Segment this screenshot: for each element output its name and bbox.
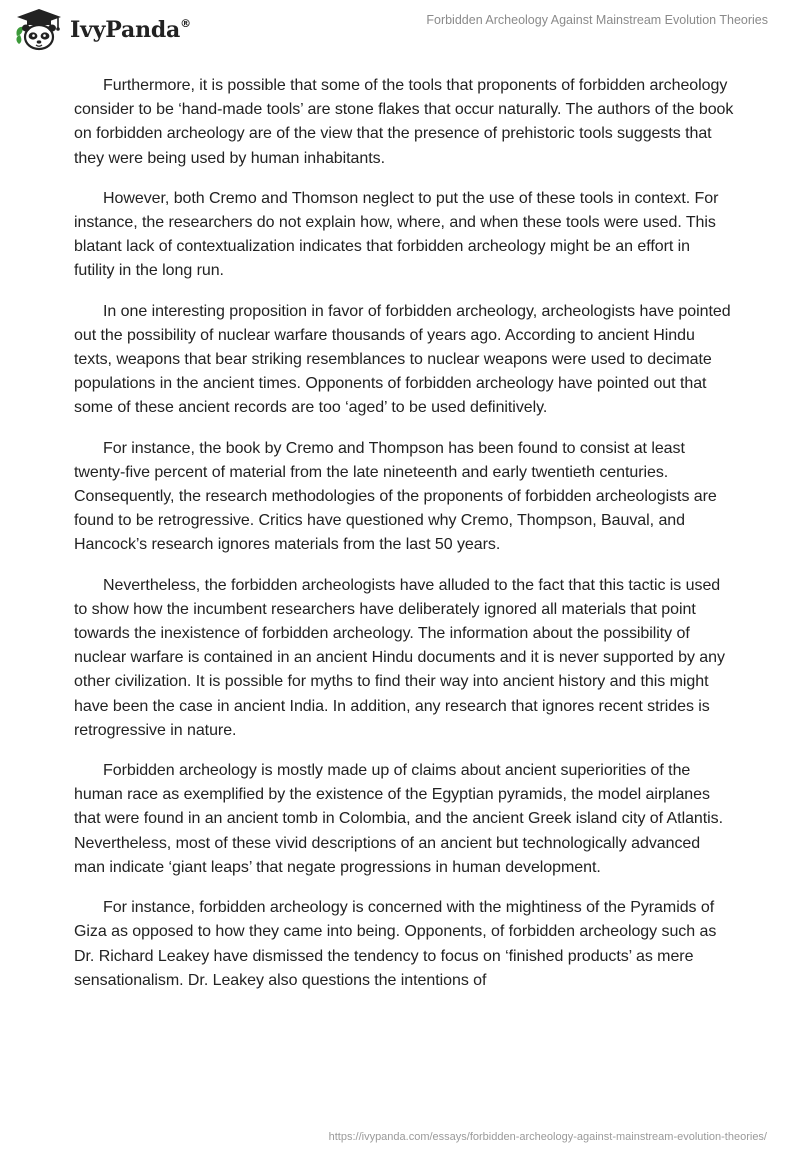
paragraph: Forbidden archeology is mostly made up of claims about ancient superiorities of the human race as exemplified by the existence of the Egyptian pyramids, the model airplanes that were found in an ancient tomb in Colombia, and the ancient Greek island city of Atlantis. Nevertheless, most of these vivid descriptions of an ancient but technologically advanced man indicate ‘giant leaps’ that negate progressions in human development. xyxy=(74,762,724,876)
ivypanda-logo[interactable] xyxy=(14,8,191,52)
paragraph: In one interesting proposition in favor of forbidden archeology, archeologists have pointed out the possibility of nuclear warfare thousands of years ago. According to ancient Hindu texts, weapons that bear striking resemblances to nuclear weapons were used to decimate populations in the ancient times. Opponents of forbidden archeology have pointed out that some of these ancient records are too ‘aged’ to be used definitively. xyxy=(74,302,731,417)
paragraph: Nevertheless, the forbidden archeologists have alluded to the fact that this tactic is used to show how the incumbent researchers have deliberately ignored all materials that point towards the inexistence of forbidden archeology. The information about the possibility of nuclear warfare is contained in an ancient Hindu documents and it is never supported by any other civilization. It is possible for myths to find their way into ancient history and this might have been the case in ancient India. In addition, any research that ignores recent strides is retrogressive in nature. xyxy=(74,576,725,739)
brand-name-text: IvyPanda xyxy=(70,17,181,43)
paragraph: For instance, the book by Cremo and Thompson has been found to consist at least twenty-five percent of material from the late nineteenth and early twentieth centuries. Consequently, the research methodologies of the proponents of forbidden archeologists are found to be retrogressive. Critics have questioned why Cremo, Thompson, Bauval, and Hancock’s research ignores materials from the last 50 years. xyxy=(74,439,717,554)
brand-registered-mark: ® xyxy=(180,16,191,30)
paragraph: For instance, forbidden archeology is concerned with the mightiness of the Pyramids of Giza as opposed to how they came into being. Opponents, of forbidden archeology such as Dr. Richard Leakey have dismissed the tendency to focus on ‘finished products’ as mere sensationalism. Dr. Leakey also questions the intentions of xyxy=(74,899,717,989)
paragraph: However, both Cremo and Thomson neglect to put the use of these tools in context. For instance, the researchers do not explain how, where, and when these tools were used. This blatant lack of contextualization indicates that forbidden archeology might be an effort in futility in the long run. xyxy=(74,189,719,280)
essay-body xyxy=(74,74,734,1009)
panda-graduate-icon xyxy=(14,8,64,52)
document-title: Forbidden Archeology Against Mainstream Evolution Theories xyxy=(426,13,768,27)
paragraph: Furthermore, it is possible that some of the tools that proponents of forbidden archeology consider to be ‘hand-made tools’ are stone flakes that occur naturally. The authors of the book on forbidden archeology are of the view that the presence of prehistoric tools suggests that they were being used by human inhabitants. xyxy=(74,77,734,167)
brand-name xyxy=(70,17,191,43)
page-header xyxy=(0,0,800,60)
source-url[interactable]: https://ivypanda.com/essays/forbidden-archeology-against-mainstream-evolution-theories/ xyxy=(328,1131,767,1143)
